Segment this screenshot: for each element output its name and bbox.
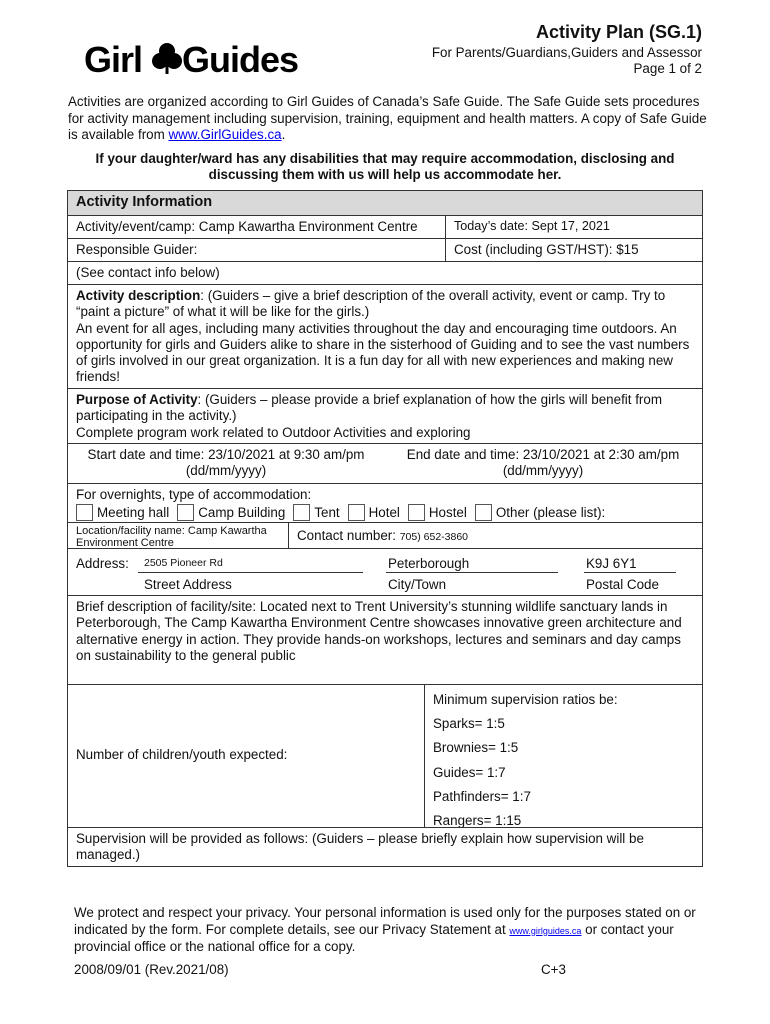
ratio-item: Rangers= 1:15 [433,813,522,829]
accommodation-option-label: Hostel [428,504,467,520]
checkbox[interactable] [293,504,310,521]
form-title: Activity Plan (SG.1) [535,22,702,42]
accommodation-option-label: Tent [314,504,340,520]
accommodation-option-label: Camp Building [198,504,286,520]
intro-text: Activities are organized according to Girl Guides of Canada’s Safe Guide. The Safe Guide sets procedures for activity management including supervision, training, equipment and health matters. A copy of Safe Guide is available from [68,94,707,142]
ratio-item: Brownies= 1:5 [433,740,519,756]
ratio-item: Pathfinders= 1:7 [433,788,531,804]
todays-date-field[interactable]: Today’s date: Sept 17, 2021 [445,216,702,238]
trefoil-logo-icon [84,36,299,80]
city-value[interactable]: Peterborough [388,556,470,571]
street-value[interactable]: 2505 Pioneer Rd [144,557,223,569]
overnight-label: For overnights, type of accommodation: [76,487,312,502]
ratios-title: Minimum supervision ratios be: [433,692,618,707]
responsible-guider-field[interactable]: Responsible Guider: [76,242,198,257]
start-date-field[interactable]: Start date and time: 23/10/2021 at 9:30 am/pm (dd/mm/yyyy) [87,447,365,478]
purpose-label: Purpose of Activity [76,392,198,407]
supervision-field[interactable]: Supervision will be provided as follows: (Guiders – please briefly explain how supervision will be managed.) [68,827,702,866]
accommodation-option[interactable] [293,504,339,521]
revision-date: 2008/09/01 (Rev.2021/08) [74,962,229,977]
intro-paragraph: Activities are organized according to Girl Guides of Canada’s Safe Guide. The Safe Guide sets procedures for activity management including supervision, training, equipment and health matters. A copy of Safe Guide is available from www.GirlGuides.ca. [68,94,707,142]
activity-description-text: An event for all ages, including many activities throughout the day and encouraging time outdoors. An opportunity for girls and Guiders alike to share in the sisterhood of Guiding and to see the vast numbers of girls involved in our great organization. It is a fun day for all with new experiences and making new friends! [76,320,690,385]
accommodation-option-label: Hotel [368,504,400,520]
checkbox[interactable] [348,504,365,521]
svg-text:Girl: Girl [84,39,143,80]
girl-guides-logo [84,36,299,80]
svg-text:Guides: Guides [182,39,299,80]
checkbox[interactable] [76,504,93,521]
children-expected-field[interactable]: Number of children/youth expected: [76,747,288,762]
contact-info-note: (See contact info below) [68,261,702,284]
location-field[interactable]: Location/facility name: Camp Kawartha Environment Centre [76,525,267,549]
accommodation-option-label: Meeting hall [97,504,170,520]
ratio-list [433,712,694,833]
activity-description-label: Activity description [76,288,201,303]
checkbox[interactable] [408,504,425,521]
supervision-ratios [424,685,702,827]
postal-value[interactable]: K9J 6Y1 [586,556,637,571]
checkbox[interactable] [475,504,492,521]
street-underline [138,572,363,573]
form-subtitle [432,45,702,77]
city-caption: City/Town [388,577,447,592]
accommodation-option[interactable] [475,504,605,521]
activity-information-form [67,190,703,867]
purpose-text: Complete program work related to Outdoor Activities and exploring [76,424,471,440]
activity-description-field[interactable]: Activity description: (Guiders – give a brief description of the overall activity, event or camp. Try to “paint a picture” of what it will be like for the girls.) An event for all ages, including many activities throughout the day and encouraging time outdoors. An opportunity for girls and Guiders alike to share in the sisterhood of Guiding and to see the vast numbers of girls involved in our great organization. It is a fun day for all with new experiences and making new friends! [68,284,702,388]
section-title: Activity Information [68,191,702,215]
page-number: Page 1 of 2 [633,61,702,76]
accommodation-option[interactable] [408,504,467,521]
form-code: C+3 [541,962,566,977]
ratio-item: Guides= 1:7 [433,764,506,780]
accommodation-option[interactable] [177,504,285,521]
street-caption: Street Address [144,577,232,592]
accommodation-options [76,504,694,521]
city-underline [386,572,558,573]
activity-event-field[interactable]: Activity/event/camp: Camp Kawartha Environment Centre [76,219,418,234]
cost-field[interactable]: Cost (including GST/HST): $15 [445,239,702,261]
privacy-link[interactable]: www.girlguides.ca [509,925,582,936]
accommodation-field [68,483,702,522]
audience-line: For Parents/Guardians,Guiders and Assessor [431,45,702,60]
facility-description-field[interactable]: Brief description of facility/site: Located next to Trent University’s stunning wildlife sanctuary lands in Peterborough, The Camp Kawartha Environment Centre showcases innovative green architecture and alternative energy in action. They provide hands-on workshops, lectures and seminars and day camps on sustainability to the general public [68,595,702,684]
address-label: Address: [76,556,129,571]
accommodation-option-label: Other (please list): [495,504,606,520]
postal-underline [584,572,676,573]
accommodation-option[interactable] [76,504,169,521]
accommodation-option[interactable] [348,504,400,521]
disability-notice: If your daughter/ward has any disabilities that may require accommodation, disclosing and discussing them with us will help us accommodate her. [95,151,675,182]
privacy-statement: We protect and respect your privacy. Your personal information is used only for the purposes stated on or indicated by the form. For complete details, see our Privacy Statement at www.girlguides.ca or contact your provincial office or the national office for a copy. [74,905,696,954]
contact-number-field[interactable]: Contact number: 705) 652-3860 [288,523,702,548]
checkbox[interactable] [177,504,194,521]
purpose-field[interactable]: Purpose of Activity: (Guiders – please provide a brief explanation of how the girls will benefit from participating in the activity.) Complete program work related to Outdoor Activities and exploring [68,388,702,443]
end-date-field[interactable]: End date and time: 23/10/2021 at 2:30 am/pm (dd/mm/yyyy) [406,447,680,478]
girlguides-link[interactable]: www.GirlGuides.ca [168,127,282,142]
postal-caption: Postal Code [586,577,659,592]
address-block [68,548,702,595]
ratio-item: Sparks= 1:5 [433,716,505,732]
